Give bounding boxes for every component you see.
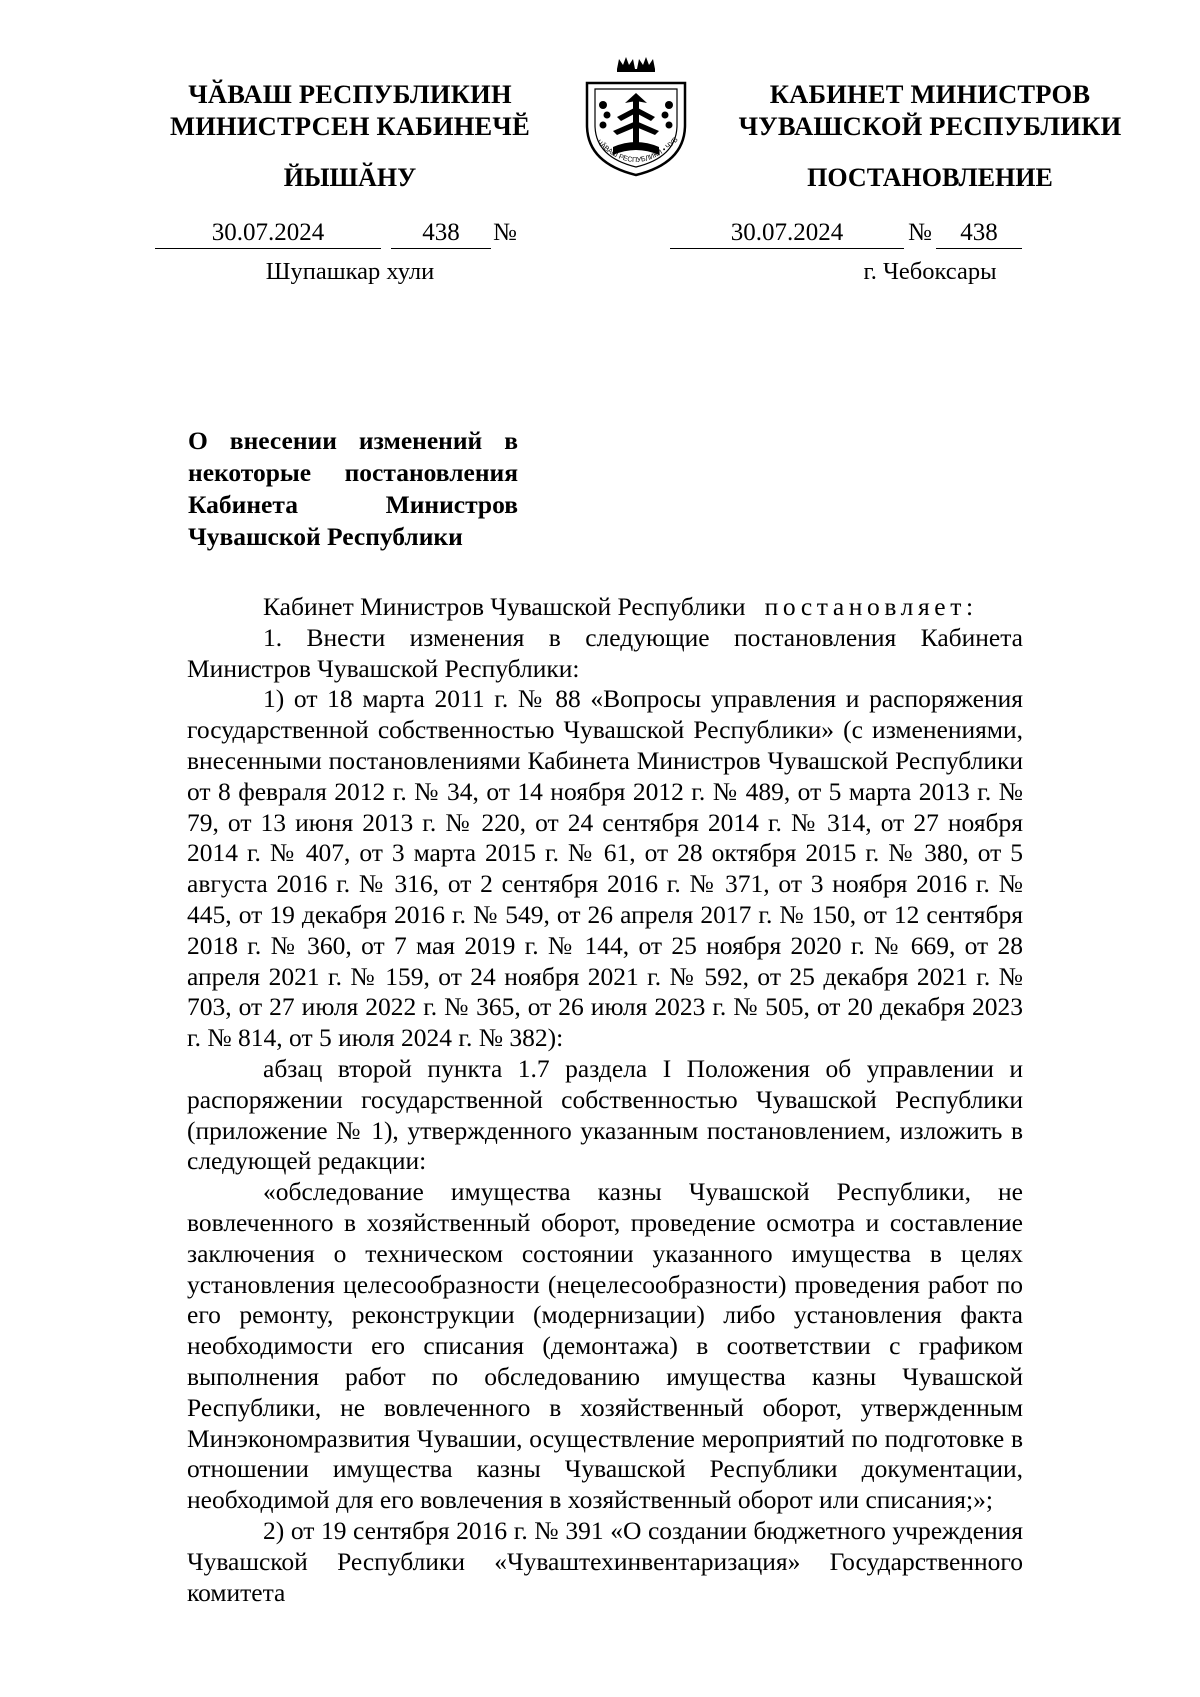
document-subject: О внесении изменений в некоторые постановления Кабинета Министров Чувашской Республики [188, 426, 518, 551]
paragraph-4: «обследование имущества казны Чувашской Республики, не вовлеченного в хозяйственный оборот, проведение осмотра и составление заключения о техническом состоянии указанного имущества в целях установления целесообразности (нецелесообразности) проведения работ по его ремонту, реконструкции (модернизации) либо установления факта необходимости его списания (демонтажа) в соответствии с графиком выполнения работ по обследованию имущества казны Чувашской Республики, не вовлеченного в хозяйственный оборот, утвержденным Минэкономразвития Чувашии, осуществление мероприятий по подготовке в отношении имущества казны Чувашской Республики документации, необходимой для его вовлечения в хозяйственный оборот или списания;»; [187, 1177, 1023, 1515]
left-header-line2: МИНИСТРСЕН КАБИНЕЧӖ [170, 111, 530, 141]
seal-ring-text: ЧӐВАШ РЕСПУБЛИКИ • ЧУВ [595, 136, 680, 165]
left-doctype: ЙЫШӐНУ [283, 163, 417, 192]
intro-verb: постановляет: [764, 592, 978, 621]
left-header-block [150, 78, 550, 142]
right-date-underline [670, 248, 904, 249]
place-left: Шупашкар хули [265, 258, 435, 285]
coat-of-arms-emblem [573, 55, 699, 180]
right-header-block [730, 78, 1130, 142]
right-number: 438 [960, 219, 998, 246]
paragraph-5: 2) от 19 сентября 2016 г. № 391 «О создании бюджетного учреждения Чувашской Республики «Чуваштехинвентаризация» Государственного комитета [187, 1515, 1023, 1607]
right-header-line2: ЧУВАШСКОЙ РЕСПУБЛИКИ [738, 111, 1122, 141]
right-doctype: ПОСТАНОВЛЕНИЕ [807, 163, 1053, 192]
intro-paragraph [187, 592, 1023, 623]
right-date: 30.07.2024 [730, 219, 844, 246]
left-date: 30.07.2024 [211, 219, 325, 246]
place-right: г. Чебоксары [863, 258, 997, 285]
right-number-underline [936, 248, 1022, 249]
paragraph-1: 1. Внести изменения в следующие постановления Кабинета Министров Чувашской Республики: [187, 622, 1023, 683]
right-header-line1: КАБИНЕТ МИНИСТРОВ [769, 79, 1091, 109]
right-number-sign: № [908, 219, 932, 246]
left-date-underline [155, 248, 381, 249]
document-body [187, 592, 1023, 1608]
left-number-sign: № [493, 219, 517, 246]
left-header-line1: ЧӐВАШ РЕСПУБЛИКИН [188, 79, 512, 109]
paragraph-3: абзац второй пункта 1.7 раздела I Положения об управлении и распоряжении государственной собственностью Чувашской Республики (приложение № 1), утвержденного указанным постановлением, изложить в следующей редакции: [187, 1053, 1023, 1176]
left-number: 438 [422, 219, 460, 246]
left-number-underline [391, 248, 491, 249]
crown-icons [617, 57, 655, 72]
paragraph-2: 1) от 18 марта 2011 г. № 88 «Вопросы управления и распоряжения государственной собственностью Чувашской Республики» (с изменениями, внесенными постановлениями Кабинета Министров Чувашской Республики от 8 февраля 2012 г. № 34, от 14 ноября 2012 г. № 489, от 5 марта 2013 г. № 79, от 13 июня 2013 г. № 220, от 24 сентября 2014 г. № 314, от 27 ноября 2014 г. № 407, от 3 марта 2015 г. № 61, от 28 октября 2015 г. № 380, от 5 августа 2016 г. № 316, от 2 сентября 2016 г. № 371, от 3 ноября 2016 г. № 445, от 19 декабря 2016 г. № 549, от 26 апреля 2017 г. № 150, от 12 сентября 2018 г. № 360, от 7 мая 2019 г. № 144, от 25 ноября 2020 г. № 669, от 28 апреля 2021 г. № 159, от 24 ноября 2021 г. № 592, от 25 декабря 2021 г. № 703, от 27 июля 2022 г. № 365, от 26 июля 2023 г. № 505, от 20 декабря 2023 г. № 814, от 5 июля 2024 г. № 382): [187, 684, 1023, 1053]
intro-prefix: Кабинет Министров Чувашской Республики [263, 592, 746, 621]
